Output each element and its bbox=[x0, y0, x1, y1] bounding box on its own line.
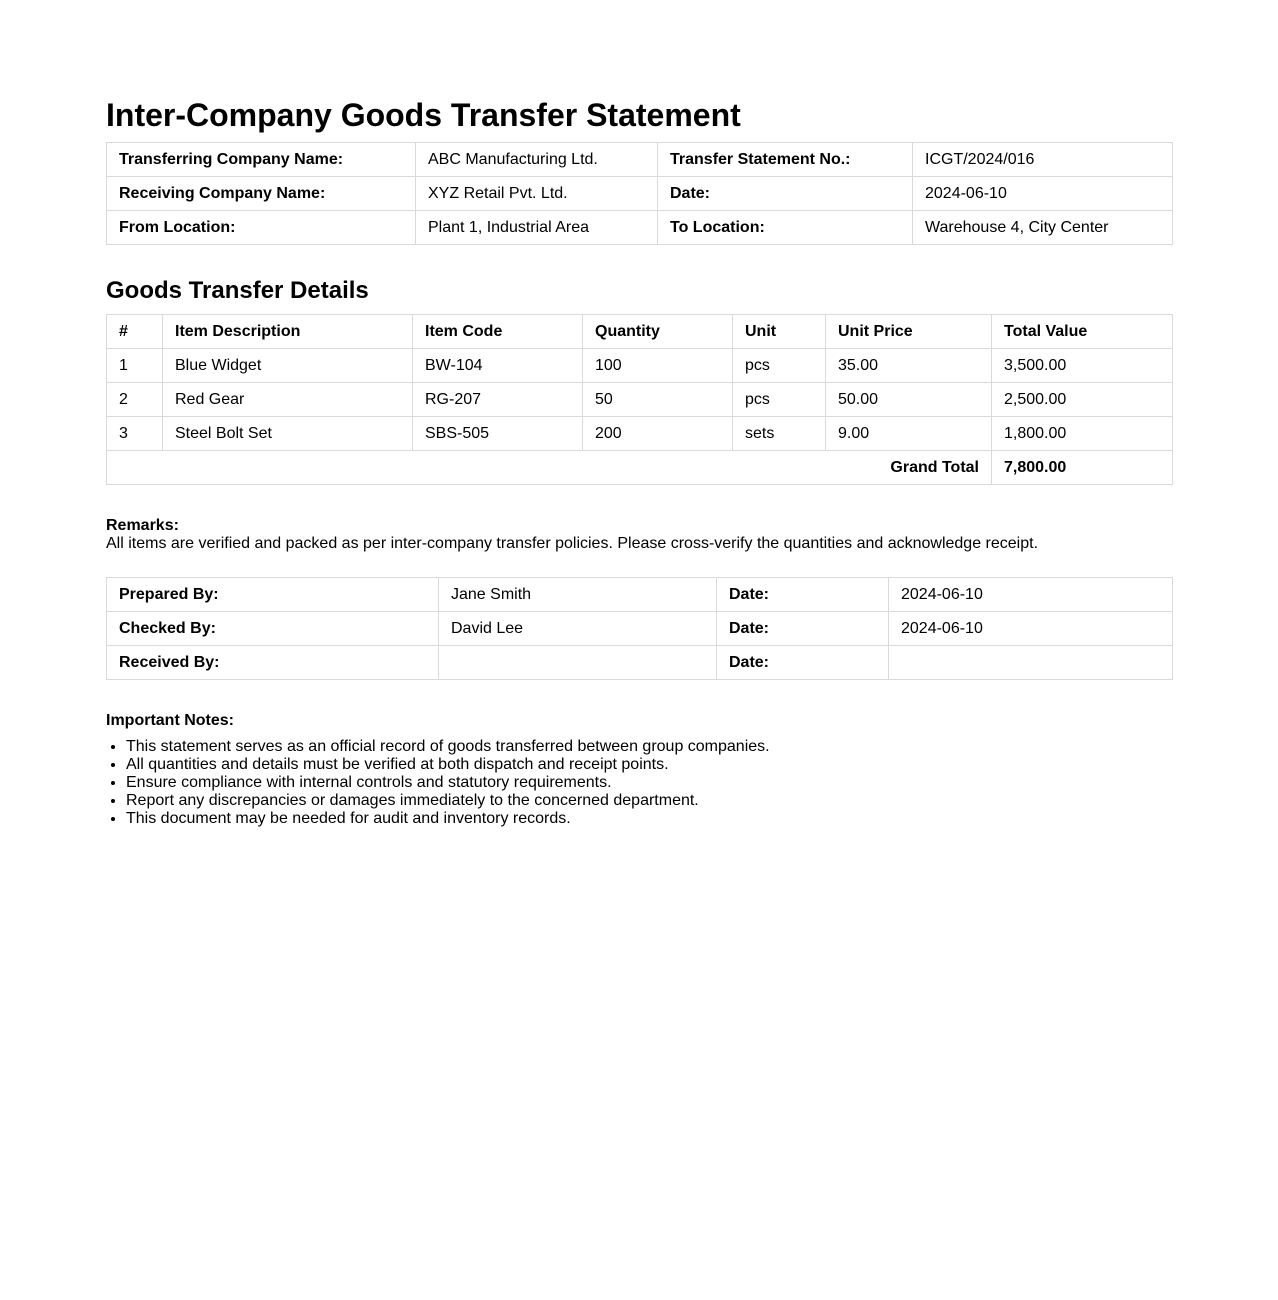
cell: RG-207 bbox=[413, 383, 583, 417]
cell: 1,800.00 bbox=[992, 417, 1173, 451]
cell: 50 bbox=[583, 383, 733, 417]
info-label: To Location: bbox=[658, 211, 913, 245]
signoff-table bbox=[106, 577, 1173, 680]
table-row bbox=[107, 349, 1173, 383]
signoff-name: David Lee bbox=[439, 612, 717, 646]
signoff-date-label: Date: bbox=[717, 646, 889, 680]
column-header: Total Value bbox=[992, 315, 1173, 349]
cell: Steel Bolt Set bbox=[163, 417, 413, 451]
cell: Red Gear bbox=[163, 383, 413, 417]
cell: pcs bbox=[733, 349, 826, 383]
remarks-title: Remarks: bbox=[106, 517, 179, 534]
goods-header-row bbox=[107, 315, 1173, 349]
info-value: Warehouse 4, City Center bbox=[913, 211, 1173, 245]
column-header: Unit bbox=[733, 315, 826, 349]
table-row bbox=[107, 383, 1173, 417]
cell: SBS-505 bbox=[413, 417, 583, 451]
cell: 100 bbox=[583, 349, 733, 383]
transfer-info-table bbox=[106, 142, 1173, 245]
info-row bbox=[107, 211, 1173, 245]
cell: 50.00 bbox=[826, 383, 992, 417]
cell: 3,500.00 bbox=[992, 349, 1173, 383]
cell: sets bbox=[733, 417, 826, 451]
remarks-section bbox=[106, 517, 1172, 553]
column-header: Quantity bbox=[583, 315, 733, 349]
list-item: • This document may be needed for audit and inventory records. bbox=[126, 810, 1172, 828]
info-value: Plant 1, Industrial Area bbox=[416, 211, 658, 245]
list-item: • Report any discrepancies or damages immediately to the concerned department. bbox=[126, 792, 1172, 810]
cell: 9.00 bbox=[826, 417, 992, 451]
page-title: Inter-Company Goods Transfer Statement bbox=[106, 97, 741, 133]
grand-total-label: Grand Total bbox=[107, 451, 992, 485]
goods-table bbox=[106, 314, 1173, 485]
signoff-date-label: Date: bbox=[717, 578, 889, 612]
info-label: Transferring Company Name: bbox=[107, 143, 416, 177]
signoff-date: 2024-06-10 bbox=[889, 578, 1173, 612]
notes-list bbox=[106, 738, 1172, 828]
cell: 35.00 bbox=[826, 349, 992, 383]
signoff-name bbox=[439, 646, 717, 680]
list-item: • All quantities and details must be verified at both dispatch and receipt points. bbox=[126, 756, 1172, 774]
signoff-row bbox=[107, 578, 1173, 612]
info-value: XYZ Retail Pvt. Ltd. bbox=[416, 177, 658, 211]
notes-section bbox=[106, 712, 1172, 828]
signoff-row bbox=[107, 646, 1173, 680]
list-item: • This statement serves as an official record of goods transferred between group companies. bbox=[126, 738, 1172, 756]
info-value: 2024-06-10 bbox=[913, 177, 1173, 211]
notes-title: Important Notes: bbox=[106, 712, 234, 729]
signoff-date bbox=[889, 646, 1173, 680]
cell: BW-104 bbox=[413, 349, 583, 383]
info-row bbox=[107, 143, 1173, 177]
cell: 2 bbox=[107, 383, 163, 417]
signoff-date: 2024-06-10 bbox=[889, 612, 1173, 646]
remarks-text: All items are verified and packed as per inter-company transfer policies. Please cross-verify the quantities and acknowledge receipt. bbox=[106, 535, 1039, 552]
table-row bbox=[107, 417, 1173, 451]
grand-total-row bbox=[107, 451, 1173, 485]
info-label: Receiving Company Name: bbox=[107, 177, 416, 211]
info-label: From Location: bbox=[107, 211, 416, 245]
column-header: Item Description bbox=[163, 315, 413, 349]
signoff-row bbox=[107, 612, 1173, 646]
signoff-label: Prepared By: bbox=[107, 578, 439, 612]
cell: 2,500.00 bbox=[992, 383, 1173, 417]
signoff-name: Jane Smith bbox=[439, 578, 717, 612]
info-label: Date: bbox=[658, 177, 913, 211]
cell: pcs bbox=[733, 383, 826, 417]
list-item: • Ensure compliance with internal controls and statutory requirements. bbox=[126, 774, 1172, 792]
cell: 3 bbox=[107, 417, 163, 451]
cell: Blue Widget bbox=[163, 349, 413, 383]
info-value: ICGT/2024/016 bbox=[913, 143, 1173, 177]
signoff-label: Checked By: bbox=[107, 612, 439, 646]
cell: 1 bbox=[107, 349, 163, 383]
column-header: Item Code bbox=[413, 315, 583, 349]
info-row bbox=[107, 177, 1173, 211]
signoff-label: Received By: bbox=[107, 646, 439, 680]
goods-section-heading: Goods Transfer Details bbox=[106, 277, 369, 304]
info-value: ABC Manufacturing Ltd. bbox=[416, 143, 658, 177]
grand-total-value: 7,800.00 bbox=[992, 451, 1173, 485]
column-header: # bbox=[107, 315, 163, 349]
column-header: Unit Price bbox=[826, 315, 992, 349]
signoff-date-label: Date: bbox=[717, 612, 889, 646]
cell: 200 bbox=[583, 417, 733, 451]
info-label: Transfer Statement No.: bbox=[658, 143, 913, 177]
